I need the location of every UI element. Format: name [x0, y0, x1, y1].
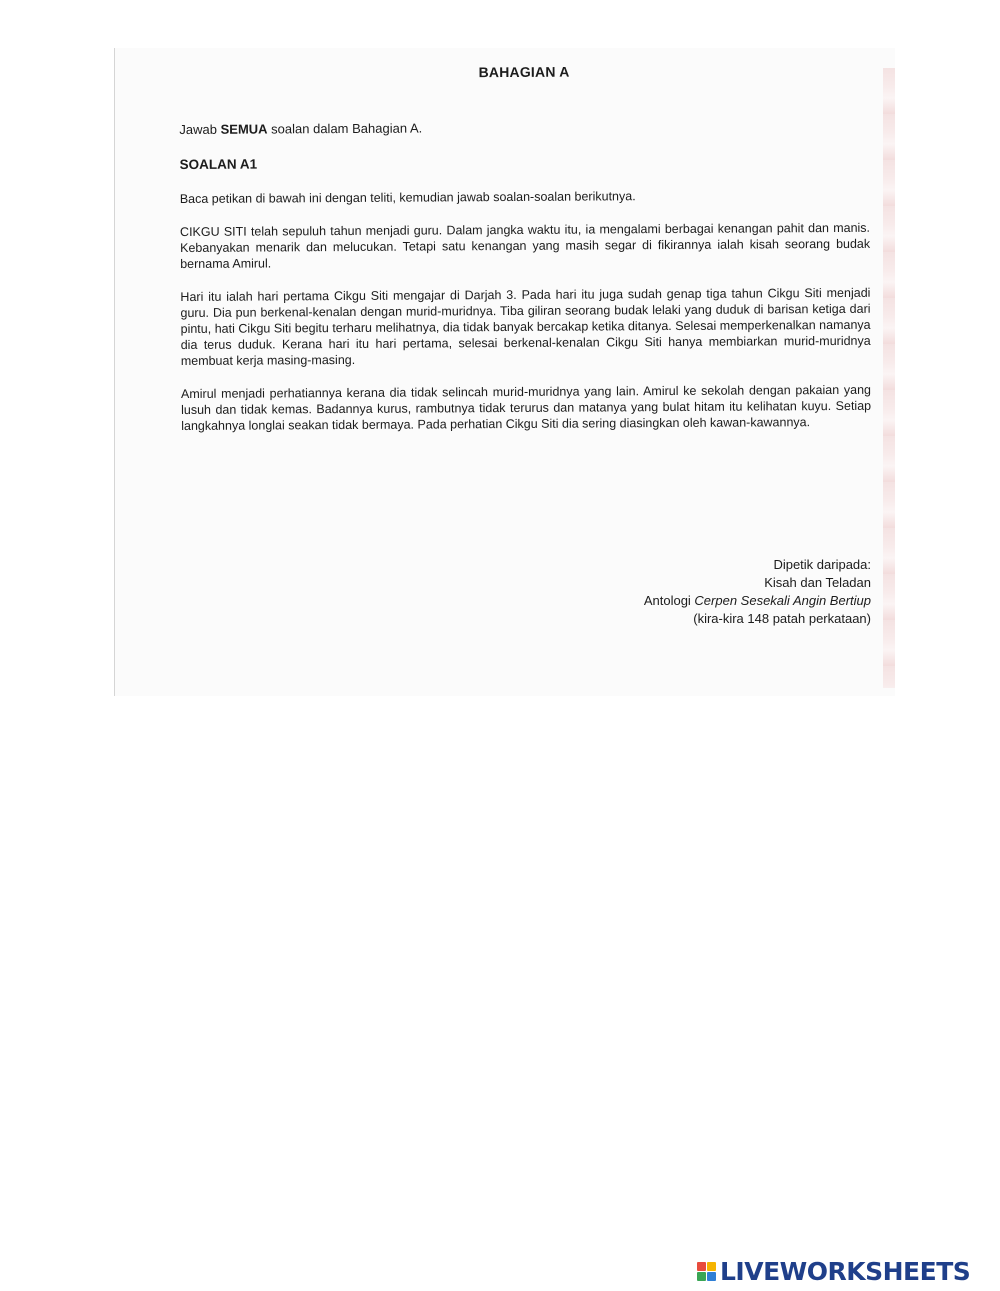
source-line-2: Kisah dan Teladan: [764, 575, 871, 590]
source-line-4: (kira-kira 148 patah perkataan): [693, 611, 871, 626]
instruction-text: Jawab SEMUA soalan dalam Bahagian A.: [179, 120, 423, 137]
passage-paragraph-3: Amirul menjadi perhatiannya kerana dia tidak selincah murid-muridnya yang lain. Amirul ke sekolah dengan pakaian yang lusuh dan tidak kemas. Badannya kurus, rambutnya tidak terurus dan matanya yang bulat hitam itu kelihatan kuyu. Setiap langkahnya longlai seakan tidak bermaya. Pada perhatian Cikgu Siti dia sering diasingkan oleh kawan-kawannya.: [180, 382, 872, 433]
logo-square-green: [697, 1272, 706, 1281]
logo-square-red: [697, 1262, 706, 1271]
anthology-title: Cerpen Sesekali Angin Bertiup: [694, 593, 871, 608]
scanned-worksheet-page: [114, 48, 895, 696]
worksheet-content: [179, 62, 871, 451]
brand-wordmark: LIVEWORKSHEETS: [720, 1256, 971, 1286]
logo-square-yellow: [707, 1262, 716, 1271]
liveworksheets-brand: [697, 1254, 970, 1288]
source-citation: [644, 556, 871, 628]
question-title: SOALAN A1: [179, 156, 258, 172]
scan-edge-shadow: [883, 68, 895, 688]
section-heading: BAHAGIAN A: [478, 63, 570, 81]
passage-paragraph-1: CIKGU SITI telah sepuluh tahun menjadi guru. Dalam jangka waktu itu, ia mengalami berbagai kenangan pahit dan manis. Kebanyakan menarik dan melucukan. Tetapi satu kenangan yang masih segar di fikirannya ialah kisah seorang budak bernama Amirul.: [179, 220, 871, 271]
reading-instruction: Baca petikan di bawah ini dengan teliti, kemudian jawab soalan-soalan berikutnya.: [179, 189, 636, 206]
source-line-3: Antologi Cerpen Sesekali Angin Bertiup: [643, 593, 871, 608]
logo-square-blue: [707, 1272, 716, 1281]
liveworksheets-logo-icon: [697, 1262, 716, 1281]
passage-paragraph-2: Hari itu ialah hari pertama Cikgu Siti mengajar di Darjah 3. Pada hari itu juga sudah genap tiga tahun Cikgu Siti menjadi guru. Dia pun berkenal-kenalan dengan murid-muridnya. Tiba giliran seorang budak lelaki yang duduk di barisan ketiga dari pintu, hati Cikgu Siti begitu terharu melihatnya, dia tidak banyak bercakap ketika ditanya. Selesai memperkenalkan namanya dia terus duduk. Kerana hari itu hari pertama, selesai berkenal-kenalan Cikgu Siti hanya membiarkan murid-muridnya membuat kerja masing-masing.: [180, 285, 871, 368]
instruction-emphasis: SEMUA: [220, 121, 268, 137]
source-line-1: Dipetik daripada:: [773, 557, 871, 572]
